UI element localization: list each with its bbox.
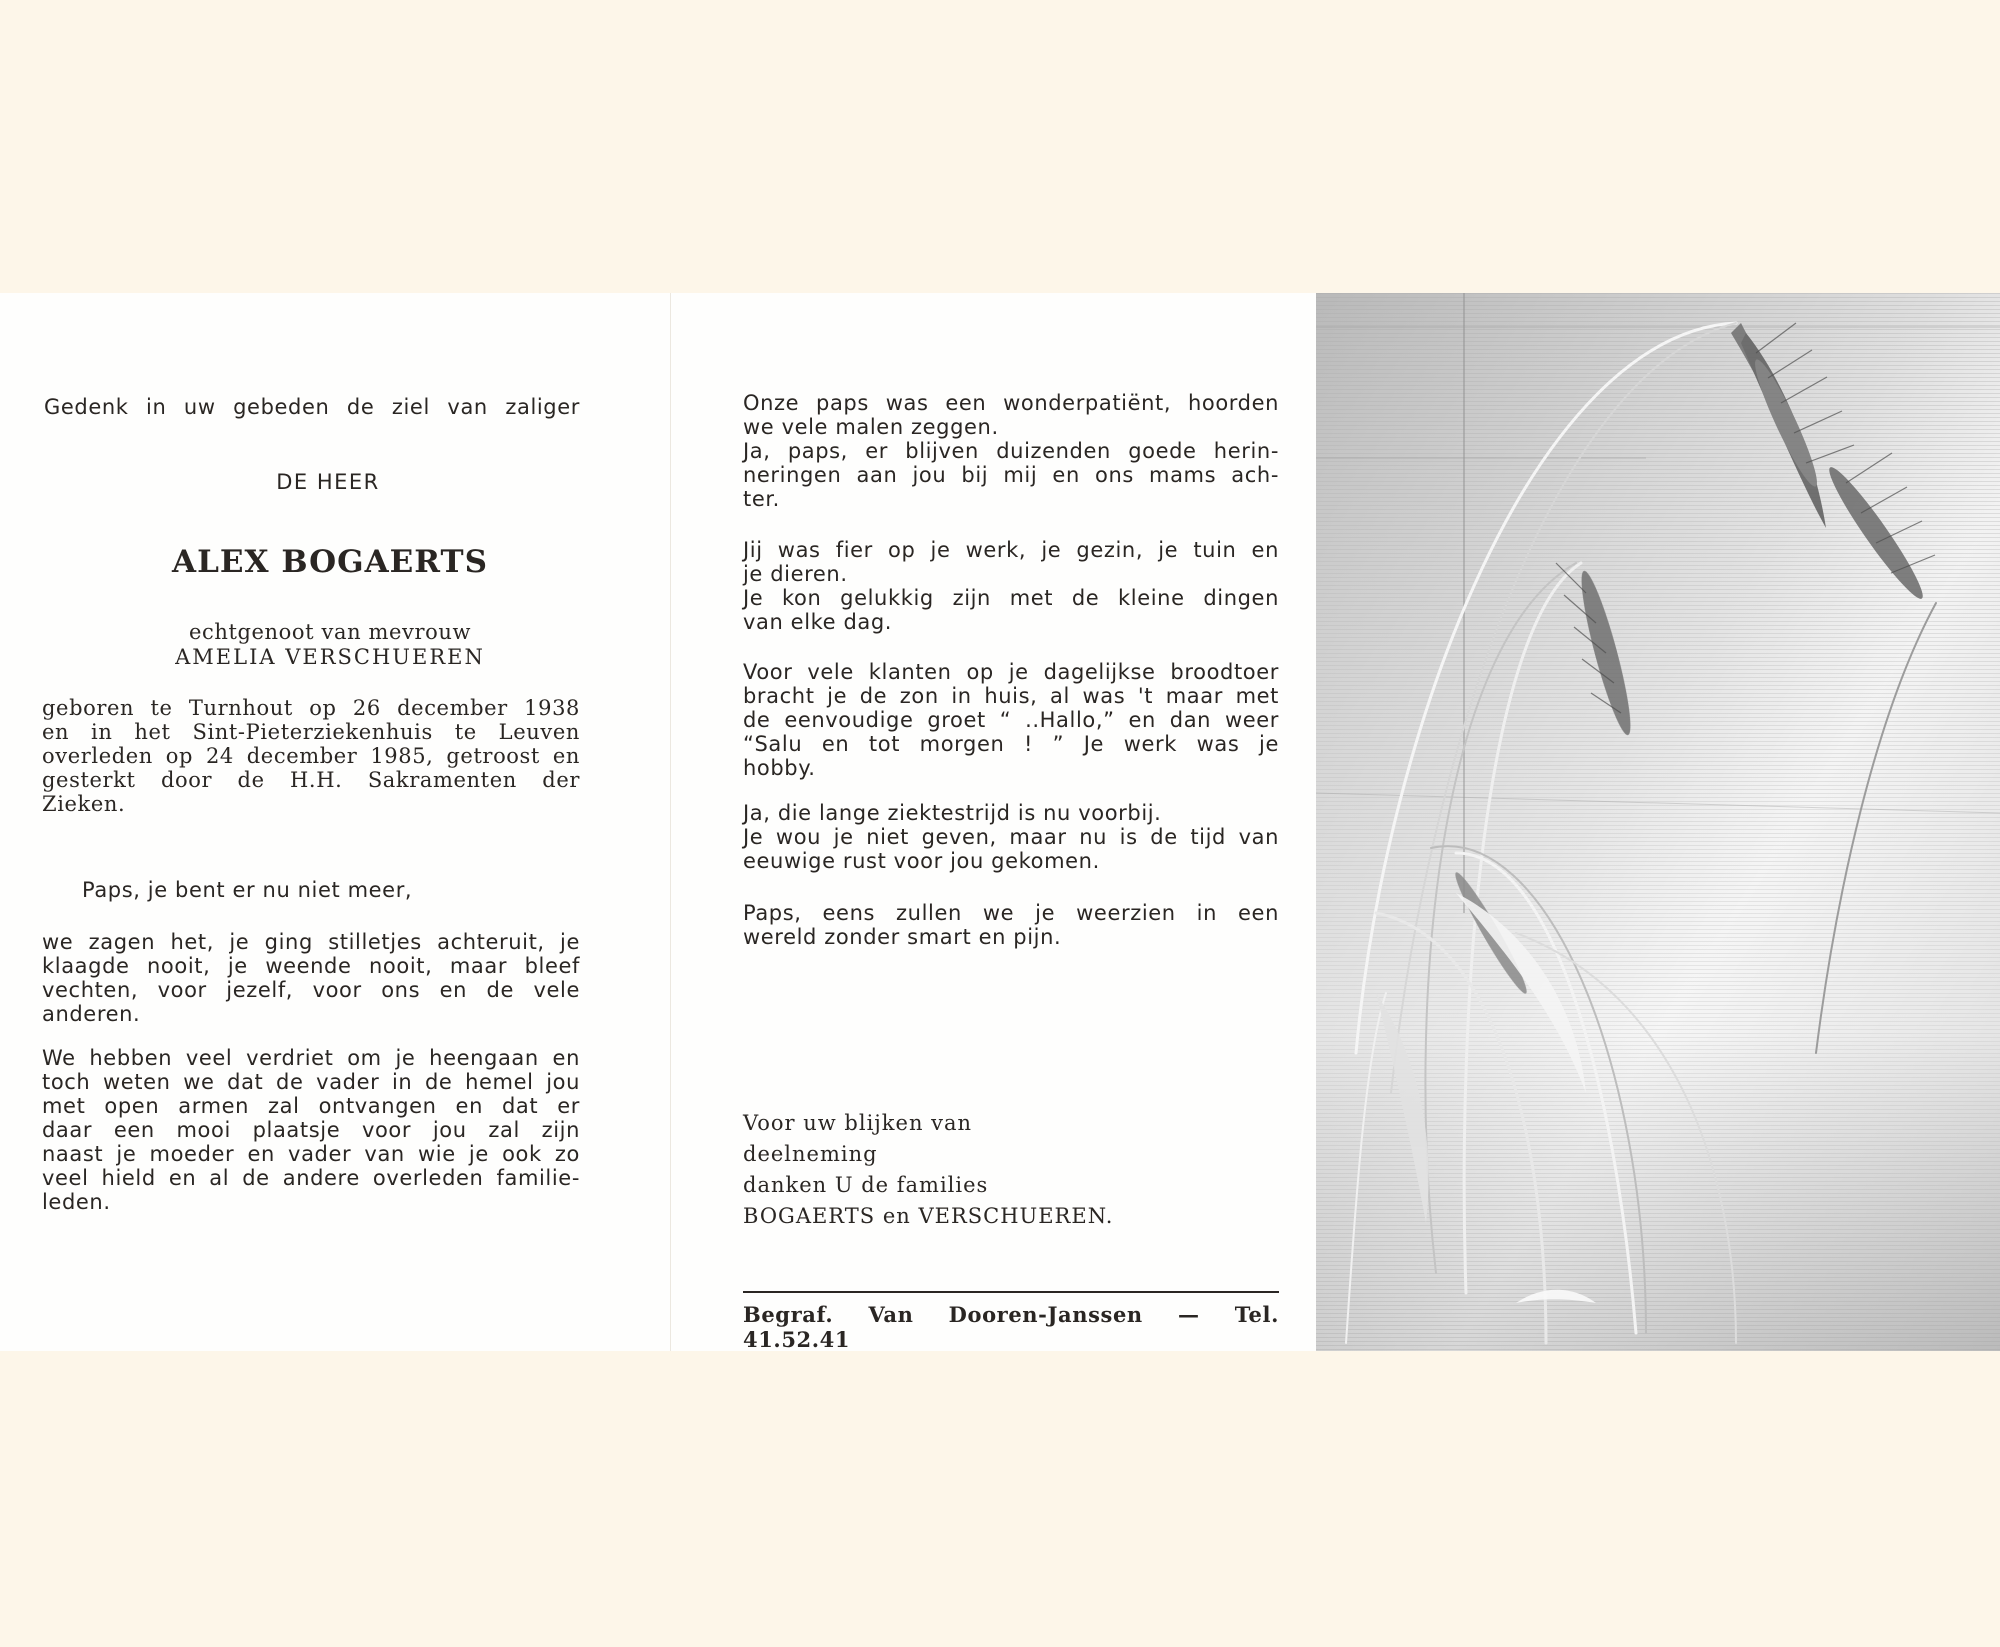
text-line: anderen. [42,1002,141,1026]
text-line: deelneming [743,1142,878,1166]
acknowledgement [743,1108,1283,1232]
text-line: Voor uw blijken van [743,1111,973,1135]
paragraph [42,930,580,1026]
text-line: je dieren. [743,562,848,586]
text-line: Voor vele klanten op je dagelijkse broodtoer [743,660,1279,684]
text-line: eeuwige rust voor jou gekomen. [743,849,1100,873]
text-line: Paps, eens zullen we je weerzien in een [743,901,1279,925]
text-line: overleden op 24 december 1985, getroost en [42,744,580,768]
text-line: leden. [42,1190,111,1214]
birth-death-details [42,696,580,816]
text-line: we zagen het, je ging stilletjes achteruit, je [42,930,580,954]
text-line: Ja, paps, er blijven duizenden goede herin- [743,439,1279,463]
text-line: en in het Sint-Pieterziekenhuis te Leuven [42,720,580,744]
wheat-illustration [1316,293,2000,1351]
text-line: Jij was fier op je werk, je gezin, je tuin en [743,538,1279,562]
paragraph [743,901,1279,949]
text-line: we vele malen zeggen. [743,415,999,439]
paragraph [743,391,1279,511]
text-line: met open armen zal ontvangen en dat er [42,1094,580,1118]
text-line: veel hield en al de andere overleden familie- [42,1166,580,1190]
deceased-name: ALEX BOGAERTS [172,544,488,580]
text-line: gesterkt door de H.H. Sakramenten der [42,768,580,792]
text-line: neringen aan jou bij mij en ons mams ach- [743,463,1279,487]
text-line: danken U de families [743,1173,989,1197]
text-line: ter. [743,487,780,511]
paps-line: Paps, je bent er nu niet meer, [82,878,413,902]
spouse-label: echtgenoot van mevrouw [188,620,472,644]
paragraph [743,538,1279,634]
text-line: naast je moeder en vader van wie je ook zo [42,1142,580,1166]
wheat-illustration-image [1316,293,2000,1351]
text-line: Je wou je niet geven, maar nu is de tijd van [743,825,1279,849]
text-line: We hebben veel verdriet om je heengaan en [42,1046,580,1070]
text-line: BOGAERTS en VERSCHUEREN. [743,1204,1114,1228]
text-line: daar een mooi plaatsje voor jou zal zijn [42,1118,580,1142]
paragraph [743,660,1279,780]
funeral-home-line: Begraf. Van Dooren-Janssen — Tel. 41.52.41 [743,1302,1279,1352]
text-line: wereld zonder smart en pijn. [743,925,1062,949]
text-line: Ja, die lange ziektestrijd is nu voorbij. [743,801,1162,825]
text-line: geboren te Turnhout op 26 december 1938 [42,696,580,720]
text-line: Onze paps was een wonderpatiënt, hoorden [743,391,1279,415]
text-line: “Salu en tot morgen ! ” Je werk was je [743,732,1279,756]
paragraph [743,801,1279,873]
title-line: DE HEER [276,470,380,494]
text-line: hobby. [743,756,816,780]
text-line: klaagde nooit, je weende nooit, maar bleef [42,954,580,978]
spouse-name: AMELIA VERSCHUEREN [175,645,485,669]
text-line: de eenvoudige groet “ ..Hallo,” en dan weer [743,708,1279,732]
text-line: Je kon gelukkig zijn met de kleine dingen [743,586,1279,610]
text-line: bracht je de zon in huis, al was 't maar met [743,684,1279,708]
left-panel [0,293,671,1351]
intro-line: Gedenk in uw gebeden de ziel van zaliger [44,395,580,419]
divider-line [743,1291,1279,1293]
text-line: Zieken. [42,792,126,816]
text-line: toch weten we dat de vader in de hemel jou [42,1070,580,1094]
text-line: van elke dag. [743,610,893,634]
paragraph [42,1046,580,1214]
text-line: vechten, voor jezelf, voor ons en de vele [42,978,580,1002]
memorial-card [0,293,2000,1351]
